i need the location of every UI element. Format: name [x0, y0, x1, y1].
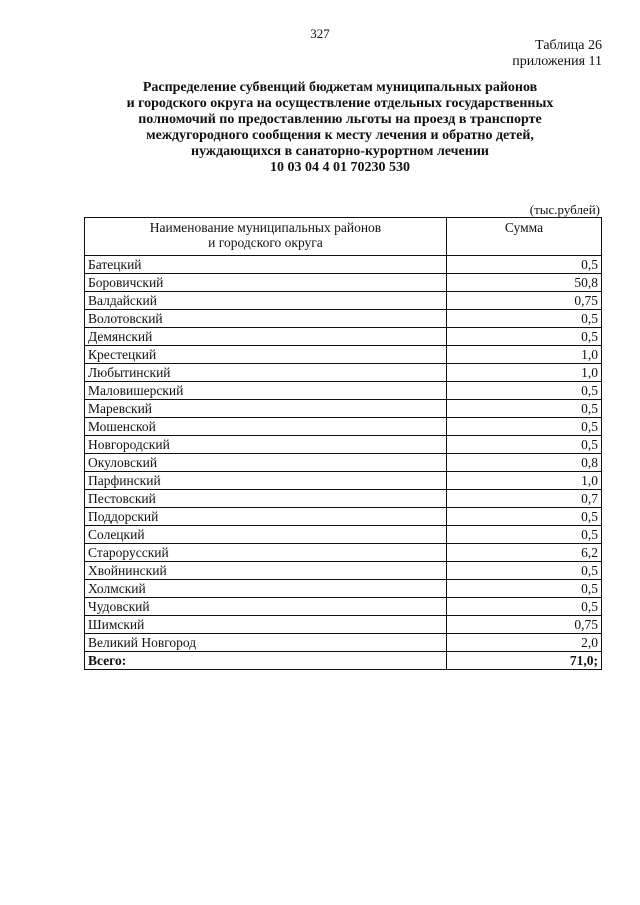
- district-sum: 1,0: [447, 346, 602, 364]
- district-name: Валдайский: [85, 292, 447, 310]
- table-row: [85, 382, 602, 400]
- table-row: [85, 508, 602, 526]
- district-name: Батецкий: [85, 256, 447, 274]
- district-name: Поддорский: [85, 508, 447, 526]
- table-row: [85, 364, 602, 382]
- total-label: Всего:: [85, 652, 447, 670]
- district-name: Чудовский: [85, 598, 447, 616]
- district-name: Окуловский: [85, 454, 447, 472]
- table-row: [85, 256, 602, 274]
- district-name: Хвойнинский: [85, 562, 447, 580]
- table-reference: [512, 38, 602, 70]
- table-body: [85, 256, 602, 670]
- page-number: 327: [310, 26, 330, 41]
- table-row: [85, 400, 602, 418]
- district-sum: 0,5: [447, 508, 602, 526]
- district-sum: 0,75: [447, 292, 602, 310]
- district-sum: 0,8: [447, 454, 602, 472]
- district-sum: 0,5: [447, 400, 602, 418]
- district-sum: 0,5: [447, 562, 602, 580]
- district-name: Великий Новгород: [85, 634, 447, 652]
- table-row: [85, 598, 602, 616]
- table-row: [85, 544, 602, 562]
- header-name-line: и городского округа: [208, 235, 323, 250]
- title-line: междугородного сообщения к месту лечения и обратно детей,: [146, 128, 534, 143]
- table-label: Таблица 26: [535, 38, 602, 53]
- district-sum: 0,5: [447, 580, 602, 598]
- district-name: Пестовский: [85, 490, 447, 508]
- table-row: [85, 328, 602, 346]
- district-name: Маловишерский: [85, 382, 447, 400]
- district-name: Боровичский: [85, 274, 447, 292]
- district-name: Волотовский: [85, 310, 447, 328]
- district-sum: 1,0: [447, 364, 602, 382]
- district-name: Старорусский: [85, 544, 447, 562]
- district-name: Солецкий: [85, 526, 447, 544]
- appendix-label: приложения 11: [512, 54, 602, 69]
- district-sum: 0,5: [447, 256, 602, 274]
- table-row: [85, 292, 602, 310]
- header-name-line: Наименование муниципальных районов: [149, 220, 382, 235]
- district-name: Маревский: [85, 400, 447, 418]
- title-line: и городского округа на осуществление отдельных государственных: [126, 96, 554, 111]
- district-name: Новгородский: [85, 436, 447, 454]
- district-sum: 0,5: [447, 382, 602, 400]
- subventions-table: [84, 217, 602, 670]
- total-row: [85, 652, 602, 670]
- table-header-row: [85, 218, 602, 256]
- table-row: [85, 454, 602, 472]
- header-sum: Сумма: [447, 218, 602, 256]
- title-line: полномочий по предоставлению льготы на проезд в транспорте: [138, 112, 542, 127]
- district-name: Шимский: [85, 616, 447, 634]
- document-title: [60, 80, 620, 176]
- table-row: [85, 418, 602, 436]
- district-sum: 0,5: [447, 526, 602, 544]
- budget-classification-code: 10 03 04 4 01 70230 530: [270, 160, 410, 175]
- table-row: [85, 634, 602, 652]
- district-name: Демянский: [85, 328, 447, 346]
- table-row: [85, 472, 602, 490]
- district-sum: 0,5: [447, 598, 602, 616]
- district-sum: 6,2: [447, 544, 602, 562]
- table-row: [85, 526, 602, 544]
- table-row: [85, 580, 602, 598]
- table-row: [85, 562, 602, 580]
- district-sum: 0,7: [447, 490, 602, 508]
- district-name: Крестецкий: [85, 346, 447, 364]
- table-row: [85, 346, 602, 364]
- header-district-name: [85, 218, 447, 256]
- total-sum: 71,0;: [447, 652, 602, 670]
- district-sum: 2,0: [447, 634, 602, 652]
- district-sum: 0,5: [447, 436, 602, 454]
- district-sum: 1,0: [447, 472, 602, 490]
- district-name: Любытинский: [85, 364, 447, 382]
- district-sum: 0,75: [447, 616, 602, 634]
- district-name: Парфинский: [85, 472, 447, 490]
- district-name: Мошенской: [85, 418, 447, 436]
- table-row: [85, 490, 602, 508]
- district-name: Холмский: [85, 580, 447, 598]
- title-line: Распределение субвенций бюджетам муниципальных районов: [142, 80, 538, 95]
- table-row: [85, 274, 602, 292]
- units-label: (тыс.рублей): [529, 202, 600, 217]
- table-row: [85, 616, 602, 634]
- table-row: [85, 436, 602, 454]
- table-row: [85, 310, 602, 328]
- district-sum: 0,5: [447, 328, 602, 346]
- district-sum: 0,5: [447, 310, 602, 328]
- title-line: нуждающихся в санаторно-курортном лечении: [191, 144, 489, 159]
- district-sum: 50,8: [447, 274, 602, 292]
- district-sum: 0,5: [447, 418, 602, 436]
